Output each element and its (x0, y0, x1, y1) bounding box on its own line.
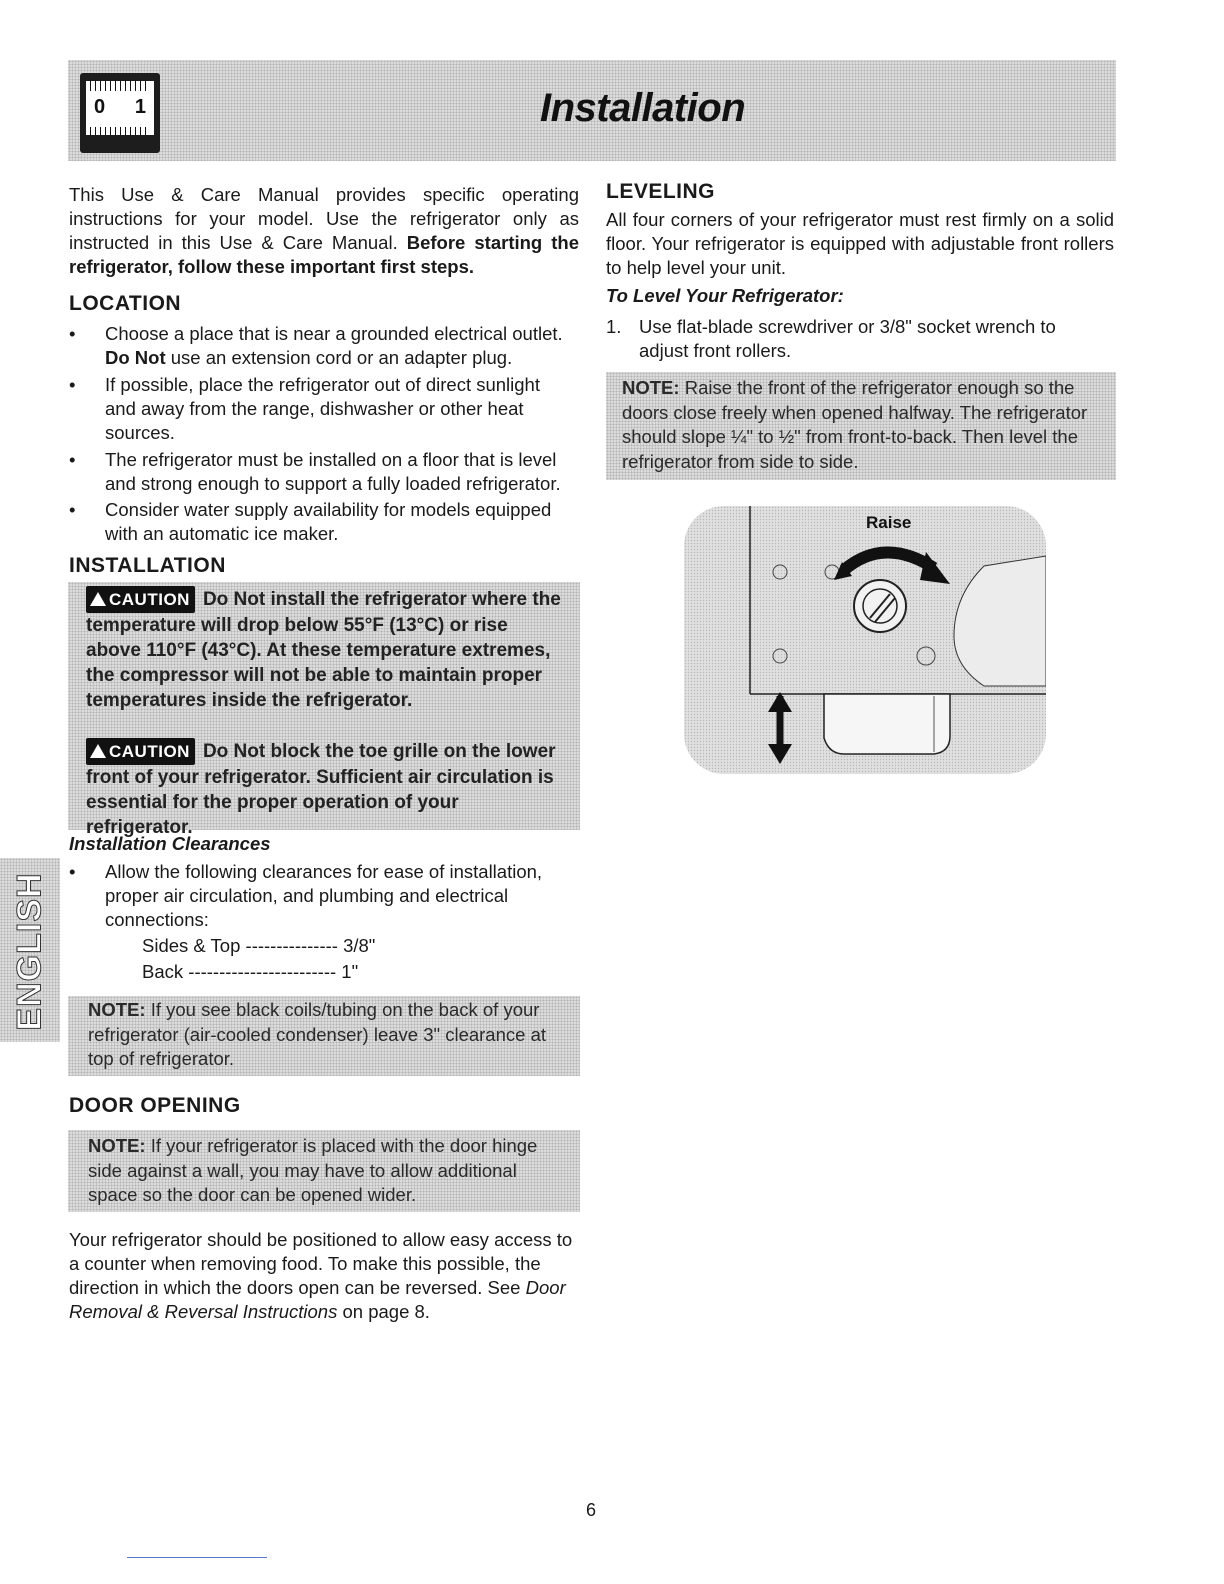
caution-badge: CAUTION (86, 586, 195, 613)
list-item: • Choose a place that is near a grounded electrical outlet. Do Not use an extension cord or an adapter plug. (69, 323, 563, 368)
footer-line (127, 1557, 267, 1558)
leveling-paragraph: All four corners of your refrigerator must rest firmly on a solid floor. Your refrigerator is equipped with adjustable front rollers to help level your unit. (606, 209, 1114, 278)
door-opening-paragraph: Your refrigerator should be positioned to allow easy access to a counter when removing food. To make this possible, the direction in which the doors open can be reversed. See Door Removal & Reversal Instructions on page 8. (69, 1229, 573, 1322)
leveling-heading: LEVELING (606, 180, 716, 203)
note-box: NOTE: If you see black coils/tubing on the back of your refrigerator (air-cooled condenser) leave 3" clearance at top of refrigerator. (68, 996, 580, 1076)
list-item: • The refrigerator must be installed on a floor that is level and strong enough to support a fully loaded refrigerator. (69, 449, 561, 494)
caution-badge: CAUTION (86, 738, 195, 765)
warning-triangle-icon (90, 592, 106, 606)
location-heading: LOCATION (69, 292, 182, 315)
warning-triangle-icon (90, 744, 106, 758)
language-tab: ENGLISH (0, 858, 60, 1042)
ruler-logo-icon: 0 1 (80, 73, 160, 153)
raise-label: Raise (866, 513, 912, 532)
intro-paragraph: This Use & Care Manual provides specific operating instructions for your model. Use the refrigerator only as instructed in this Use & Care Manual. Before starting the refrigerator, follow these important first steps. (69, 184, 579, 277)
clearances-heading: Installation Clearances (69, 833, 271, 854)
caution-box (68, 582, 580, 838)
installation-heading: INSTALLATION (69, 554, 226, 577)
leveling-subheading: To Level Your Refrigerator: (606, 285, 844, 306)
page-number: 6 (586, 1500, 597, 1520)
note-box: NOTE: Raise the front of the refrigerator enough so the doors close freely when opened halfway. The refrigerator should slope ¼" to ½" from front-to-back. Then level the refrigerator from side to side. (606, 372, 1116, 480)
clearance-row-back: Back ------------------------ 1" (142, 961, 359, 982)
caution-text-1: CAUTION Do Not install the refrigerator where the temperature will drop below 55°F (13°C) or rise above 110°F (43°C). At these temperature extremes, the compressor will not be able to maintain proper temperatures inside the refrigerator. (86, 586, 564, 713)
roller-adjustment-figure (684, 506, 1046, 774)
caution-text-2: CAUTION Do Not block the toe grille on the lower front of your refrigerator. Sufficient air circulation is essential for the proper operation of your refrigerator. (86, 738, 564, 840)
clearance-row-sides: Sides & Top --------------- 3/8" (142, 935, 376, 956)
page-title: Installation (540, 86, 746, 130)
note-box: NOTE: If your refrigerator is placed with the door hinge side against a wall, you may have to allow additional space so the door can be opened wider. (68, 1130, 580, 1212)
list-item: • Allow the following clearances for ease of installation, proper air circulation, and plumbing and electrical connections: (69, 861, 543, 930)
list-item: • If possible, place the refrigerator out of direct sunlight and away from the range, dishwasher or other heat sources. (69, 374, 540, 443)
door-opening-heading: DOOR OPENING (69, 1094, 241, 1117)
list-item: • Consider water supply availability for models equipped with an automatic ice maker. (69, 499, 552, 544)
